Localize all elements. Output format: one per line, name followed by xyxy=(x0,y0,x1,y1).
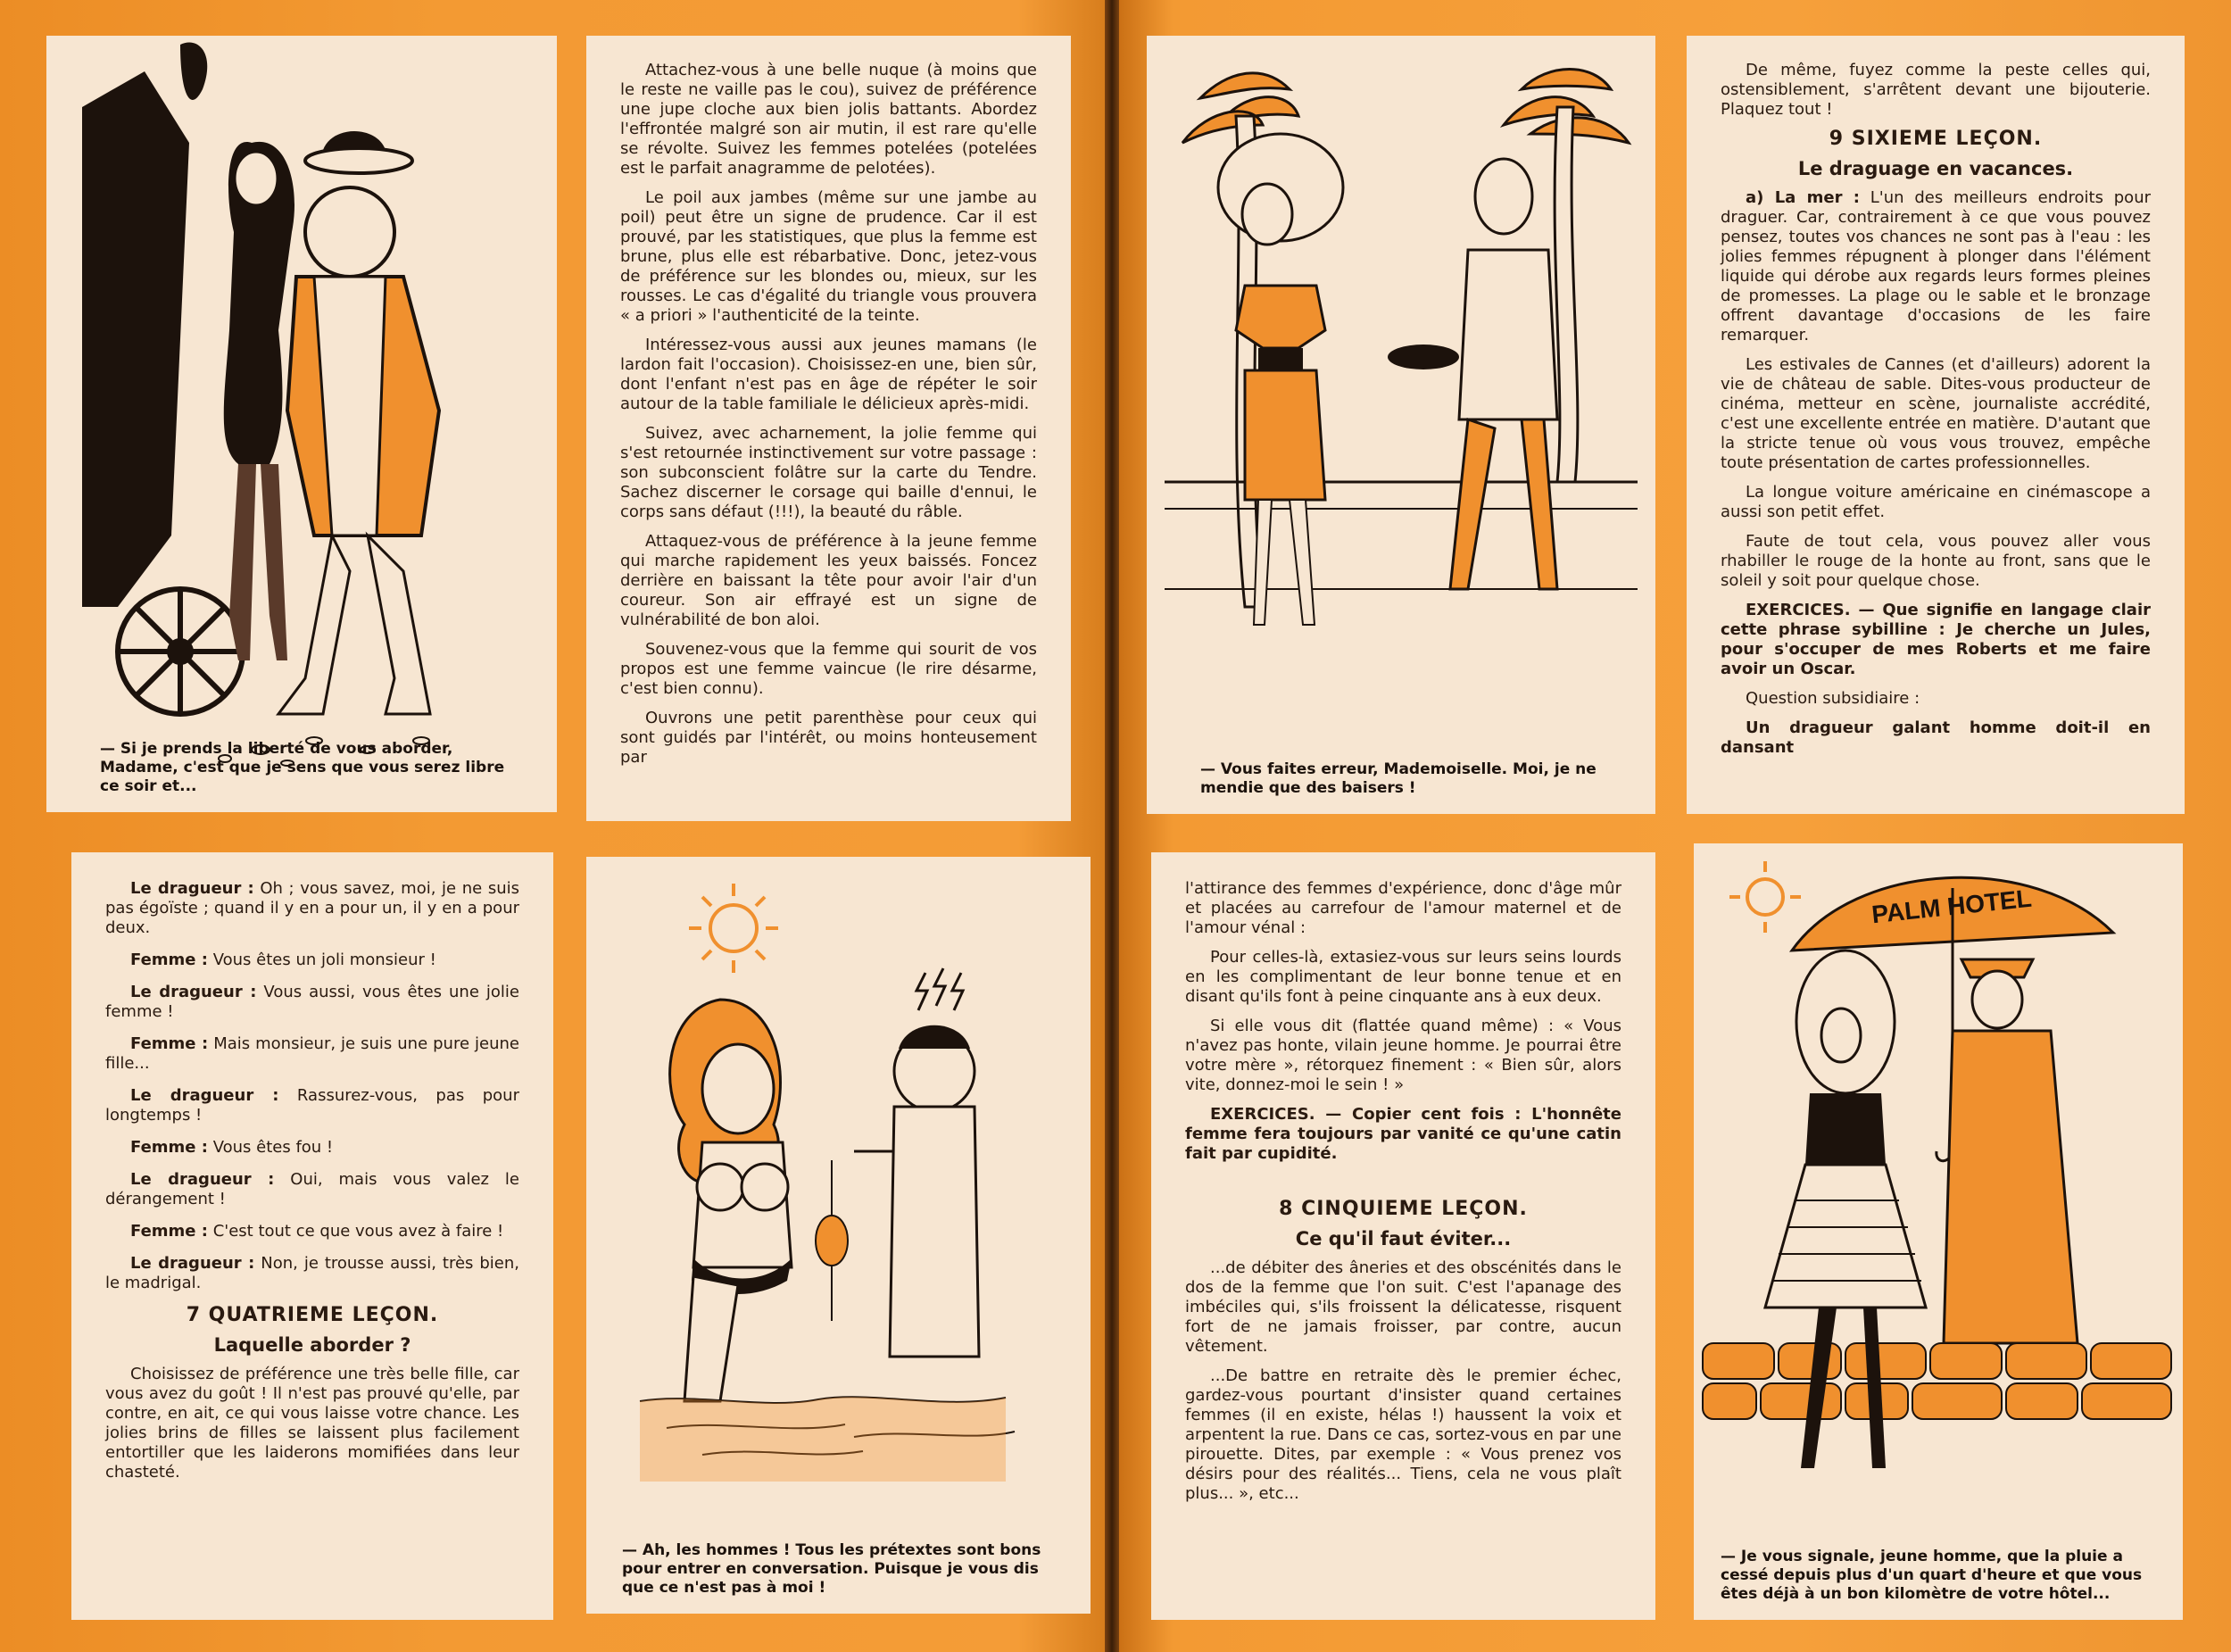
dialog-line: Le dragueur : Oui, mais vous valez le dérangement ! xyxy=(105,1170,519,1208)
cartoon-caption: — Vous faites erreur, Mademoiselle. Moi, je ne mendie que des baisers ! xyxy=(1200,760,1597,797)
text-panel-lesson-five xyxy=(1151,852,1655,1620)
paragraph: La longue voiture américaine en cinémascope a aussi son petit effet. xyxy=(1721,483,2151,521)
exercise: EXERCICES. — Copier cent fois : L'honnête femme fera toujours par vanité ce qu'une catin fait par cupidité. xyxy=(1185,1105,1621,1163)
lesson-subheading: Ce qu'il faut éviter... xyxy=(1295,1228,1512,1249)
paragraph: Si elle vous dit (flattée quand même) : « Vous n'avez pas honte, vilain jeune homme. Je pourrai être votre mère », rétorquez finement : « Bien sûr, alors vite, donnez-moi le sein ! » xyxy=(1185,1017,1621,1094)
dialog-line: Le dragueur : Rassurez-vous, pas pour longtemps ! xyxy=(105,1086,519,1125)
dialog-line: Le dragueur : Vous aussi, vous êtes une jolie femme ! xyxy=(105,983,519,1021)
paragraph: Souvenez-vous que la femme qui sourit de vos propos est une femme vaincue (le rire désarme, c'est bien connu). xyxy=(620,640,1037,698)
cartoon-illustration xyxy=(46,36,557,812)
paragraph: Choisissez de préférence une très belle fille, car vous avez du goût ! Il n'est pas prouvé qu'elle, par contre, en ait, ce qui vous laisse votre chance. Les jolies brins de filles se laissent plus facilement entortiller que les laiderons momifiées dans leur chasteté. xyxy=(105,1365,519,1482)
text-panel-lesson-six xyxy=(1687,36,2185,814)
cartoon-panel-hotel xyxy=(1694,843,2183,1620)
lesson-heading: 9 SIXIEME LEÇON. xyxy=(1829,128,2043,150)
paragraph: Attaquez-vous de préférence à la jeune femme qui marche rapidement les yeux baissés. Foncez derrière en baissant la tête pour avoir l'air d'un coureur. Son air effrayé est un signe de vulnérabilité de bon aloi. xyxy=(620,532,1037,629)
cartoon-illustration xyxy=(586,857,1091,1614)
lesson-heading: 7 QUATRIEME LEÇON. xyxy=(186,1304,439,1326)
cartoon-panel-palms xyxy=(1147,36,1655,814)
lesson-subheading: Laquelle aborder ? xyxy=(213,1334,411,1356)
paragraph: Faute de tout cela, vous pouvez aller vous rhabiller le rouge de la honte au front, sans que le soleil y soit pour quelque chose. xyxy=(1721,532,2151,590)
paragraph: Le poil aux jambes (même sur une jambe au poil) peut être un signe de prudence. Car il est prouvé, par les statistiques, que plus la femme est brune, plus elle est rébarbative. Donc, jetez-vous de préférence sur les blondes ou, mieux, sur les rousses. Le cas d'égalité du triangle vous prouvera « a priori » l'authenticité de la teinte. xyxy=(620,188,1037,325)
dialog-line: Femme : Mais monsieur, je suis une pure jeune fille... xyxy=(105,1034,519,1073)
paragraph: Suivez, avec acharnement, la jolie femme qui s'est retournée instinctivement sur votre passage : son subconscient folâtre sur la carte du Tendre. Sachez discerner le corsage qui baille d'ennui, le corps sans défaut (!!!), la beauté du râble. xyxy=(620,424,1037,521)
paragraph: ...De battre en retraite dès le premier échec, gardez-vous pourtant d'insister quand certaines femmes (il en existe, hélas !) haussent la voix et arpentent la rue. Dans ce cas, sortez-vous en par une pirouette. Dites, par exemple : « Vous prenez vos désirs pour des réalités... Tiens, cela ne vous plaît plus... », etc... xyxy=(1185,1366,1621,1503)
cartoon-panel-bathers xyxy=(586,857,1091,1614)
cartoon-caption: — Je vous signale, jeune homme, que la pluie a cessé depuis plus d'un quart d'heure et que vous êtes déjà à un bon kilomètre de votre hôtel... xyxy=(1721,1548,2143,1603)
dialog-line: Le dragueur : Oh ; vous savez, moi, je ne suis pas égoïste ; quand il y en a pour un, il y en a pour deux. xyxy=(105,879,519,937)
paragraph: Attachez-vous à une belle nuque (à moins que le reste ne vaille pas le cou), suivez de préférence une jupe cloche aux bien jolis battants. Abordez l'effrontée malgré son air mutin, il est rare qu'elle se révolte. Suivez les femmes potelées (potelées est le parfait anagramme de pelotées). xyxy=(620,61,1037,178)
cartoon-caption: — Si je prends la liberté de vous aborder, Madame, c'est que je sens que vous serez libre ce soir et... xyxy=(100,740,505,795)
hotel-sign: PALM HOTEL xyxy=(1870,884,2034,929)
lesson-subheading: Le draguage en vacances. xyxy=(1797,158,2074,179)
dialog-line: Femme : Vous êtes un joli monsieur ! xyxy=(130,951,436,969)
paragraph: Ouvrons une petit parenthèse pour ceux qui sont guidés par l'intérêt, ou moins honteusement par xyxy=(620,709,1037,767)
exercise: EXERCICES. — Que signifie en langage clair cette phrase sybilline : Je cherche un Jules, pour s'occuper de mes Roberts et me faire avoir un Oscar. xyxy=(1721,601,2151,678)
lesson-heading: 8 CINQUIEME LEÇON. xyxy=(1279,1198,1528,1220)
sun-icon xyxy=(689,884,778,973)
paragraph: a) La mer : L'un des meilleurs endroits pour draguer. Car, contrairement à ce que vous pouvez pensez, toutes vos chances ne sont pas à l'eau : les jolies femmes répugnent à plonger dans l'élément liquide qui dérobe aux regards leurs formes pleines de promesses. La plage ou le sable et le bronzage offrent davantage d'occasions de les faire remarquer. xyxy=(1721,188,2151,345)
text-panel-dialog-lesson xyxy=(71,852,553,1620)
paragraph: Les estivales de Cannes (et d'ailleurs) adorent la vie de château de sable. Dites-vous producteur de cinéma, metteur en scène, journaliste accrédité, c'est une excellente entrée en matière. D'autant que la stricte tenue où vous vous trouvez, empêche toute présentation de cartes professionnelles. xyxy=(1721,355,2151,472)
cartoon-panel-carriage xyxy=(46,36,557,812)
paragraph: ...de débiter des âneries et des obscénités dans le dos de la femme que l'on suit. C'est l'apanage des imbéciles qui, s'ils froissent la délicatesse, risquent fort de ne jamais froisser, par contre, aucun vêtement. xyxy=(1185,1258,1621,1356)
cartoon-illustration xyxy=(1147,36,1655,814)
paragraph: Intéressez-vous aussi aux jeunes mamans (le lardon fait l'occasion). Choisissez-en une, bien sûr, dont l'enfant n'est pas en âge de répéter le soir autour de la table familiale le délicieux après-midi. xyxy=(620,336,1037,413)
paragraph: De même, fuyez comme la peste celles qui, ostensiblement, s'arrêtent devant une bijouterie. Plaquez tout ! xyxy=(1721,61,2151,119)
question: Un dragueur galant homme doit-il en dansant xyxy=(1721,718,2151,757)
book-gutter xyxy=(1105,0,1119,1652)
dialog-line: Le dragueur : Non, je trousse aussi, très bien, le madrigal. xyxy=(105,1254,519,1292)
question-label: Question subsidiaire : xyxy=(1746,689,1920,708)
cartoon-caption: — Ah, les hommes ! Tous les prétextes sont bons pour entrer en conversation. Puisque je vous dis que ce n'est pas à moi ! xyxy=(622,1541,1041,1597)
sun-icon xyxy=(1729,861,1801,933)
paragraph: l'attirance des femmes d'expérience, donc d'âge mûr et placées au carrefour de l'amour maternel et de l'amour vénal : xyxy=(1185,879,1621,937)
paragraph: Pour celles-là, extasiez-vous sur leurs seins lourds en les complimentant de leur bonne tenue et en disant qu'ils font à peine cinquante ans à eux deux. xyxy=(1185,948,1621,1006)
text-panel-advice xyxy=(586,36,1071,821)
cartoon-illustration xyxy=(1694,843,2183,1620)
dialog-line: Femme : Vous êtes fou ! xyxy=(130,1138,334,1157)
dialog-line: Femme : C'est tout ce que vous avez à faire ! xyxy=(130,1222,504,1241)
